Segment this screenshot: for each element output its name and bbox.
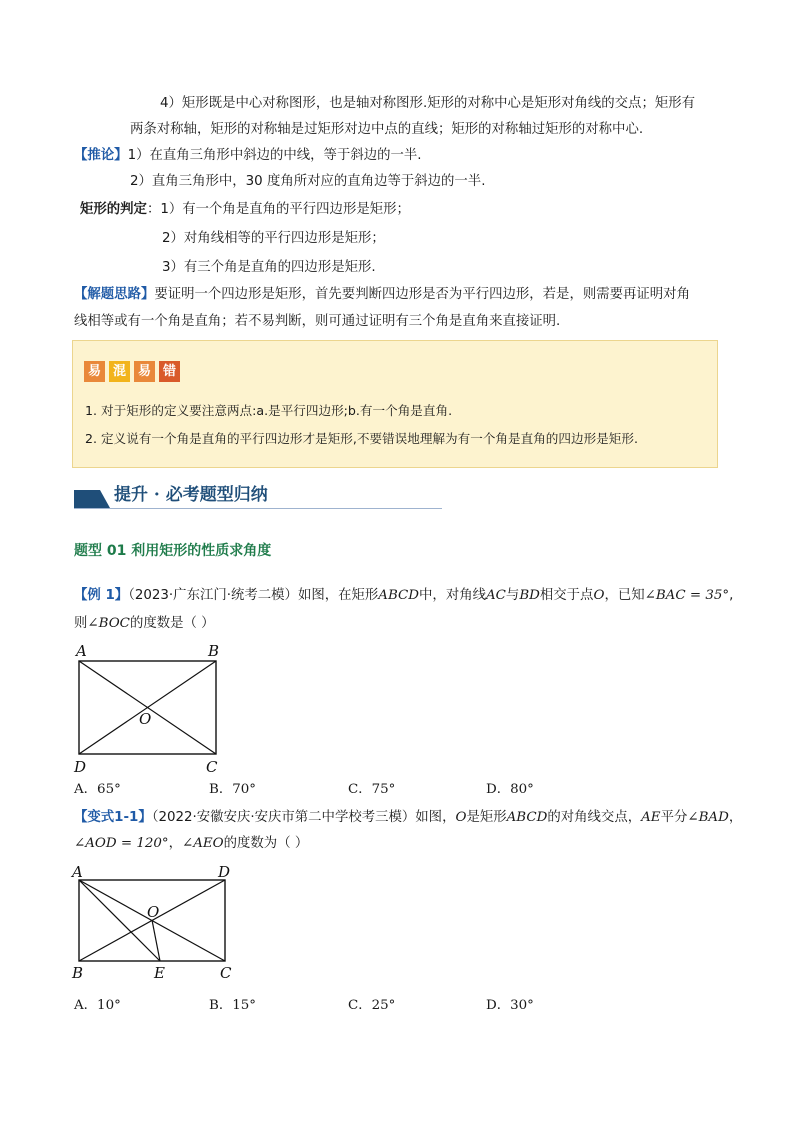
figure-label-b: B [208,642,220,660]
variant1-line1 [74,808,742,828]
variant1-angle-aod: ∠AOD = 120° [74,836,169,851]
example1-option-a: A．65° [74,782,121,797]
figure-label-c: C [220,964,232,982]
figure-label-a: A [76,642,87,660]
corollary-label: 【推论】 [74,148,128,163]
example1-tag: 【例 1】 [74,588,129,603]
variant1-text: 平分 [660,810,688,825]
property4-line1: 4）矩形既是中心对称图形，也是轴对称图形.矩形的对称中心是矩形对角线的交点；矩形有 [160,96,696,111]
approach-line1 [74,285,690,305]
corollary-line1 [74,146,422,166]
example1-text: 相交于点 [539,588,594,603]
example1-text: 的度数是（ ） [129,616,215,631]
variant1-text: 的度数为（ ） [223,836,309,851]
variant1-math-abcd: ABCD [506,810,548,825]
topic-title: 题型 01 利用矩形的性质求角度 [74,543,272,559]
warning-chip-4: 错 [159,361,180,382]
example1-math-o: O [593,588,605,603]
variant1-option-d: D．30° [486,998,534,1013]
figure-label-d: D [218,863,231,881]
example1-math-ac: AC [486,588,506,603]
variant1-option-c: C．25° [348,998,396,1013]
variant1-tag: 【变式1-1】 [74,810,152,825]
approach-text1: 要证明一个四边形是矩形，首先要判断四边形是否为平行四边形，若是，则需要再证明对角 [154,287,690,302]
figure-label-d: D [74,758,87,776]
variant1-text: ， [168,836,182,851]
example1-text: , [729,588,734,603]
example1-text: ，已知 [604,588,645,603]
variant1-source: （2022·安徽安庆·安庆市第二中学校考三模） [151,810,416,825]
section-title: 提升 · 必考题型归纳 [114,485,268,505]
approach-line2: 线相等或有一个角是直角；若不易判断，则可通过证明有三个角是直角来直接证明. [74,314,561,329]
example1-angle-condition: ∠BAC = 35° [644,588,730,603]
variant1-math-bad: ∠BAD [687,810,729,825]
corollary-item2: 2）直角三角形中，30 度角所对应的直角边等于斜边的一半. [130,174,486,189]
warning-item-1: 1. 对于矩形的定义要注意两点:a.是平行四边形;b.有一个角是直角. [85,403,453,418]
property4-line2: 两条对称轴，矩形的对称轴是过矩形对边中点的直线；矩形的对称轴过矩形的对称中心. [130,122,644,137]
example1-text: 则 [74,616,88,631]
figure-label-b: B [72,964,84,982]
variant1-math-ae: AE [641,810,661,825]
example1-angle-question: ∠BOC [87,616,130,631]
warning-chip-3: 易 [134,361,155,382]
common-mistakes-box [72,340,718,468]
example1-line1 [74,586,733,606]
determination-item2: 2）对角线相等的平行四边形是矩形； [162,231,385,246]
variant1-angle-aeo: ∠AEO [181,836,224,851]
example1-math-bd: BD [519,588,540,603]
variant1-text: 是矩形 [466,810,507,825]
figure-label-o: O [139,710,152,728]
variant1-text: 的对角线交点， [547,810,642,825]
figure-label-o: O [147,903,160,921]
example1-text: 如图，在矩形 [297,588,379,603]
warning-item-2: 2. 定义说有一个角是直角的平行四边形才是矩形,不要错误地理解为有一个角是直角的四边形是矩形. [85,431,638,446]
example1-option-d: D．80° [486,782,534,797]
example1-option-b: B．70° [209,782,256,797]
variant1-option-b: B．15° [209,998,256,1013]
variant1-figure [68,862,244,984]
determination-line1 [80,200,410,220]
example1-text: 与 [505,588,520,603]
example1-figure [70,640,230,776]
example1-option-c: C．75° [348,782,396,797]
warning-chip-2: 混 [109,361,130,382]
figure-label-e: E [154,964,165,982]
figure-label-a: A [72,863,83,881]
determination-item3: 3）有三个角是直角的四边形是矩形. [162,260,376,275]
approach-label: 【解题思路】 [74,287,155,302]
example1-line2 [74,614,215,634]
corollary-item1: 1）在直角三角形中斜边的中线，等于斜边的一半. [127,148,422,163]
variant1-math-o: O [455,810,467,825]
variant1-line2 [74,834,308,854]
example1-source: （2023·广东江门·统考二模） [128,588,298,603]
variant1-option-a: A．10° [74,998,121,1013]
determination-label: 矩形的判定 [80,202,147,217]
example1-math-abcd: ABCD [378,588,420,603]
determination-item1: ：1）有一个角是直角的平行四边形是矩形； [146,202,410,217]
variant1-text: ， [728,810,743,825]
example1-text: 中，对角线 [419,588,486,603]
warning-chip-1: 易 [84,361,105,382]
variant1-text: 如图， [415,810,456,825]
figure-label-c: C [206,758,218,776]
